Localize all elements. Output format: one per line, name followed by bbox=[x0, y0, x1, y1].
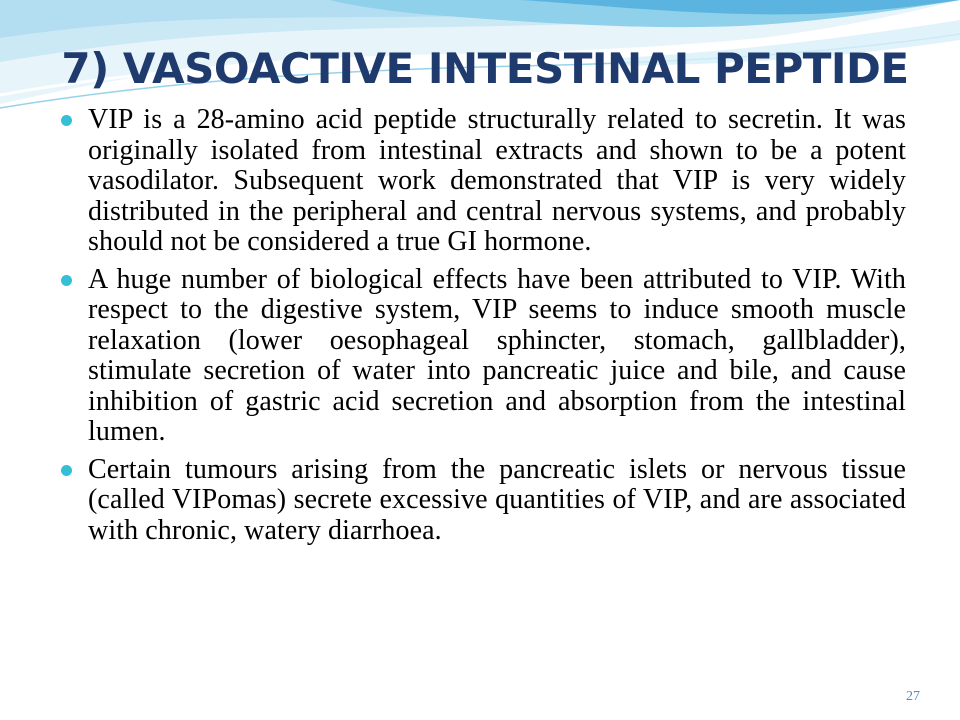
bullet-list bbox=[60, 105, 906, 553]
bullet-text: Certain tumours arising from the pancreatic islets or nervous tissue (called VIPomas) secrete excessive quantities of VIP, and are associated with chronic, watery diarrhoea. bbox=[88, 453, 906, 546]
bullet-text: A huge number of biological effects have been attributed to VIP. With respect to the digestive system, VIP seems to induce smooth muscle relaxation (lower oesophageal sphincter, stomach, gallbladder), stimulate secretion of water into pancreatic juice and bile, and cause inhibition of gastric acid secretion and absorption from the intestinal lumen. bbox=[88, 263, 906, 447]
bullet-item-2 bbox=[60, 265, 906, 448]
bullet-dot-icon bbox=[61, 465, 72, 476]
bullet-dot-icon bbox=[61, 115, 72, 126]
bullet-item-3 bbox=[60, 455, 906, 547]
bullet-dot-icon bbox=[61, 275, 72, 286]
page-number: 27 bbox=[906, 689, 920, 704]
slide-title: 7) VASOACTIVE INTESTINAL PEPTIDE bbox=[61, 44, 909, 93]
bullet-text: VIP is a 28-amino acid peptide structurally related to secretin. It was originally isolated from intestinal extracts and shown to be a potent vasodilator. Subsequent work demonstrated that VIP is very widely distributed in the peripheral and central nervous systems, and probably should not be considered a true GI hormone. bbox=[88, 104, 906, 257]
bullet-item-1 bbox=[60, 105, 906, 258]
